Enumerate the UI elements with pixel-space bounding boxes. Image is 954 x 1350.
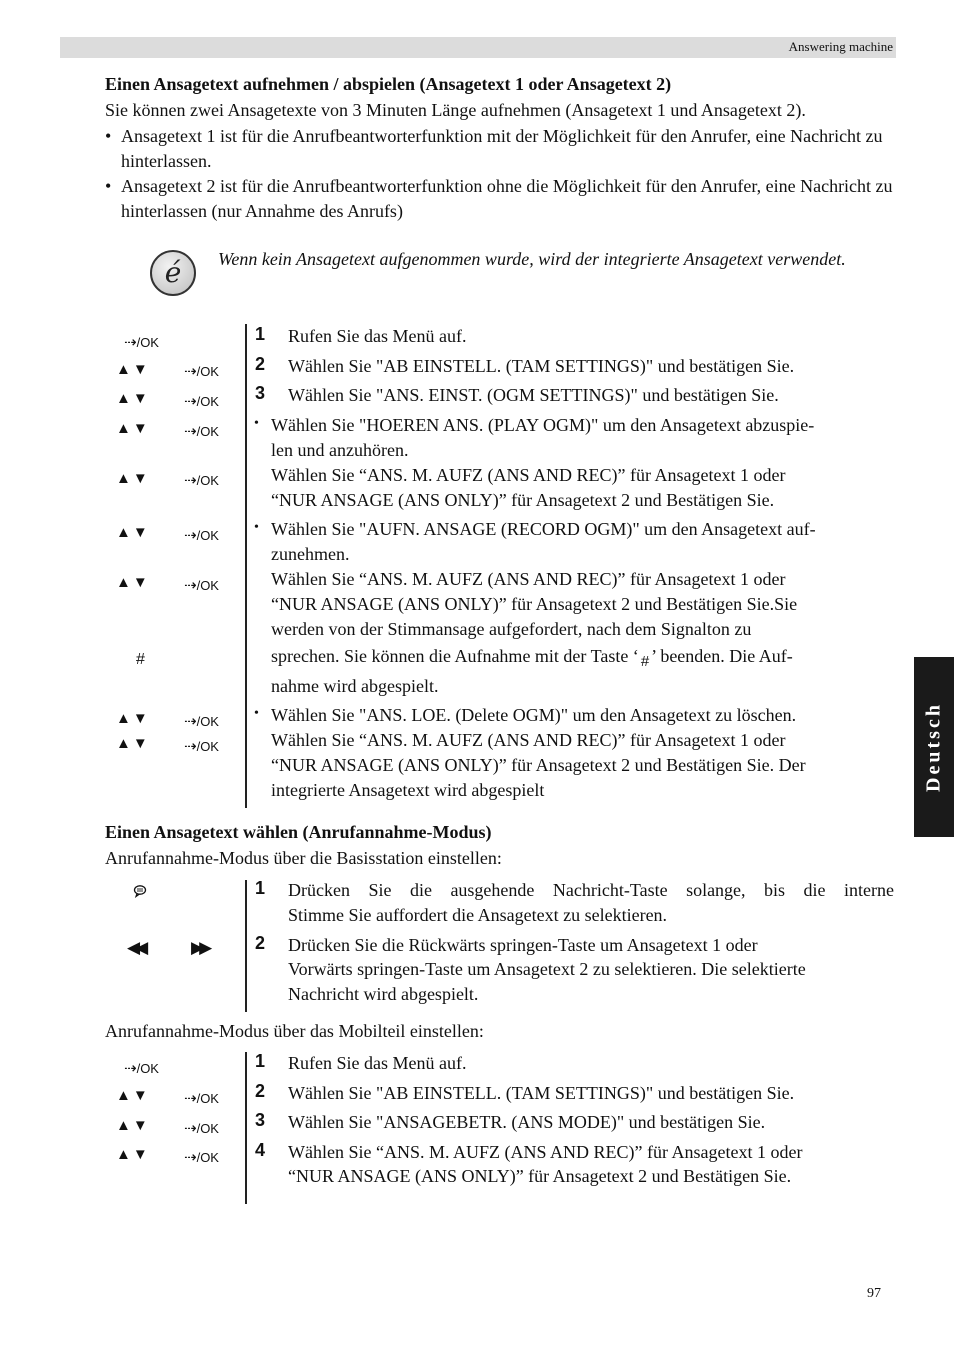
info-note-icon: é — [150, 250, 196, 296]
section-title: Einen Ansagetext aufnehmen / abspielen (Ansagetext 1 oder Ansagetext 2) — [105, 74, 672, 94]
language-tab-label: Deutsch — [922, 702, 945, 792]
up-down-keys: ▲▼ — [116, 1087, 150, 1104]
hash-key: # — [136, 651, 145, 668]
menu-ok-key: ⇢/OK — [184, 1120, 219, 1137]
play-ogm-line: Wählen Sie "HOEREN ANS. (PLAY OGM)" um den Ansagetext abzuspie- — [271, 415, 815, 435]
delete-ogm-line: “NUR ANSAGE (ANS ONLY)” für Ansagetext 2 und Bestätigen Sie. Der — [271, 755, 806, 775]
step-number: 1 — [255, 1051, 266, 1071]
step-number: 2 — [255, 933, 266, 953]
section-title: Einen Ansagetext wählen (Anrufannahme-Modus) — [105, 822, 492, 842]
up-down-keys: ▲▼ — [116, 710, 150, 727]
step-text: Drücken Sie die Rückwärts springen-Taste um Ansagetext 1 oder — [288, 935, 758, 955]
step-number: 1 — [255, 878, 266, 898]
step-text: Vorwärts springen-Taste um Ansagetext 2 zu selektieren. Die selektierte — [288, 959, 806, 979]
delete-ogm-line: integrierte Ansagetext wird abgespielt — [271, 780, 545, 800]
step-text: Wählen Sie “ANS. M. AUFZ (ANS AND REC)” für Ansagetext 1 oder — [288, 1142, 803, 1162]
bullet-dot: • — [105, 176, 112, 196]
step-number: 1 — [255, 324, 266, 344]
step-text: Wählen Sie "ANSAGEBETR. (ANS MODE)" und bestätigen Sie. — [288, 1112, 766, 1132]
bullet-dot: • — [105, 126, 112, 146]
header-bar — [60, 37, 896, 58]
record-ogm-line: “NUR ANSAGE (ANS ONLY)” für Ansagetext 2 und Bestätigen Sie.Sie — [271, 594, 798, 614]
header-section-title: Answering machine — [788, 39, 893, 54]
language-tab — [914, 657, 954, 837]
up-down-keys: ▲▼ — [116, 735, 150, 752]
step-text: Rufen Sie das Menü auf. — [288, 326, 467, 346]
step-divider-line — [245, 880, 247, 1012]
record-ogm-line: werden von der Stimmansage aufgefordert, nach dem Signalton zu — [271, 619, 752, 639]
page-number: 97 — [867, 1286, 881, 1301]
menu-ok-key: ⇢/OK — [184, 423, 219, 440]
step-text: Nachricht wird abgespielt. — [288, 984, 479, 1004]
play-ogm-line: len und anzuhören. — [271, 440, 409, 460]
step-number: 2 — [255, 354, 266, 374]
record-ogm-line: nahme wird abgespielt. — [271, 676, 439, 696]
base-intro: Anrufannahme-Modus über die Basisstation einstellen: — [105, 848, 502, 868]
record-ogm-line: sprechen. Sie können die Aufnahme mit der Taste ‘ $_{\#}$ ’ beenden. Die Auf- — [271, 646, 793, 670]
step-number: 3 — [255, 383, 266, 403]
note-text: Wenn kein Ansagetext aufgenommen wurde, wird der integrierte Ansagetext verwendet. — [218, 249, 846, 269]
record-ogm-line: Wählen Sie “ANS. M. AUFZ (ANS AND REC)” für Ansagetext 1 oder — [271, 569, 786, 589]
up-down-keys: ▲▼ — [116, 470, 150, 487]
up-down-keys: ▲▼ — [116, 361, 150, 378]
hash-key-inline: # — [640, 653, 650, 670]
step-text: Stimme Sie auffordert die Ansagetext zu selektieren. — [288, 905, 668, 925]
menu-ok-key: ⇢/OK — [184, 527, 219, 544]
sub-bullet-dot: • — [254, 520, 259, 535]
message-key-icon — [133, 884, 147, 901]
menu-ok-key: ⇢/OK — [184, 1149, 219, 1166]
step-divider-line — [245, 324, 247, 808]
menu-ok-key: ⇢/OK — [184, 1090, 219, 1107]
menu-ok-key: ⇢/OK — [184, 738, 219, 755]
menu-ok-key: ⇢/OK — [124, 1060, 159, 1077]
menu-ok-key: ⇢/OK — [184, 472, 219, 489]
delete-ogm-line: Wählen Sie "ANS. LOE. (Delete OGM)" um den Ansagetext zu löschen. — [271, 705, 797, 725]
sub-bullet-dot: • — [254, 706, 259, 721]
menu-ok-key: ⇢/OK — [124, 334, 159, 351]
play-ogm-line: Wählen Sie “ANS. M. AUFZ (ANS AND REC)” für Ansagetext 1 oder — [271, 465, 786, 485]
step-number: 3 — [255, 1110, 266, 1130]
menu-ok-key: ⇢/OK — [184, 713, 219, 730]
rewind-key-icon: ◀◀ — [127, 938, 144, 957]
up-down-keys: ▲▼ — [116, 390, 150, 407]
up-down-keys: ▲▼ — [116, 420, 150, 437]
step-text: Wählen Sie "AB EINSTELL. (TAM SETTINGS)" und bestätigen Sie. — [288, 356, 795, 376]
intro-paragraph: Sie können zwei Ansagetexte von 3 Minuten Länge aufnehmen (Ansagetext 1 und Ansagetext 2). — [105, 100, 806, 120]
menu-ok-key: ⇢/OK — [184, 577, 219, 594]
handset-intro: Anrufannahme-Modus über das Mobilteil einstellen: — [105, 1021, 484, 1041]
menu-ok-key: ⇢/OK — [184, 393, 219, 410]
step-divider-line — [245, 1052, 247, 1204]
step-text: Rufen Sie das Menü auf. — [288, 1053, 467, 1073]
up-down-keys: ▲▼ — [116, 1146, 150, 1163]
delete-ogm-line: Wählen Sie “ANS. M. AUFZ (ANS AND REC)” für Ansagetext 1 oder — [271, 730, 786, 750]
bullet-text: Ansagetext 1 ist für die Anrufbeantworterfunktion mit der Möglichkeit für den Anrufer, eine Nachricht zu hinterlassen. — [121, 126, 883, 171]
up-down-keys: ▲▼ — [116, 524, 150, 541]
play-ogm-line: “NUR ANSAGE (ANS ONLY)” für Ansagetext 2 und Bestätigen Sie. — [271, 490, 775, 510]
menu-ok-key: ⇢/OK — [184, 363, 219, 380]
sub-bullet-dot: • — [254, 416, 259, 431]
up-down-keys: ▲▼ — [116, 1117, 150, 1134]
bullet-item — [0, 124, 954, 174]
record-ogm-line: zunehmen. — [271, 544, 350, 564]
step-text: “NUR ANSAGE (ANS ONLY)” für Ansagetext 2 und Bestätigen Sie. — [288, 1166, 792, 1186]
record-ogm-line: Wählen Sie "AUFN. ANSAGE (RECORD OGM)" um den Ansagetext auf- — [271, 519, 816, 539]
step-text: Drücken Sie die ausgehende Nachricht-Taste solange, bis die interne — [288, 880, 894, 900]
step-text: Wählen Sie "AB EINSTELL. (TAM SETTINGS)" und bestätigen Sie. — [288, 1083, 795, 1103]
forward-key-icon: ▶▶ — [191, 938, 208, 957]
up-down-keys: ▲▼ — [116, 574, 150, 591]
bullet-text: Ansagetext 2 ist für die Anrufbeantworterfunktion ohne die Möglichkeit für den Anrufer, eine Nachricht zu hinterlassen (nur Annahme des Anrufs) — [121, 176, 893, 221]
step-number: 4 — [255, 1140, 266, 1160]
bullet-item — [0, 174, 954, 224]
step-text: Wählen Sie "ANS. EINST. (OGM SETTINGS)" und bestätigen Sie. — [288, 385, 779, 405]
step-number: 2 — [255, 1081, 266, 1101]
